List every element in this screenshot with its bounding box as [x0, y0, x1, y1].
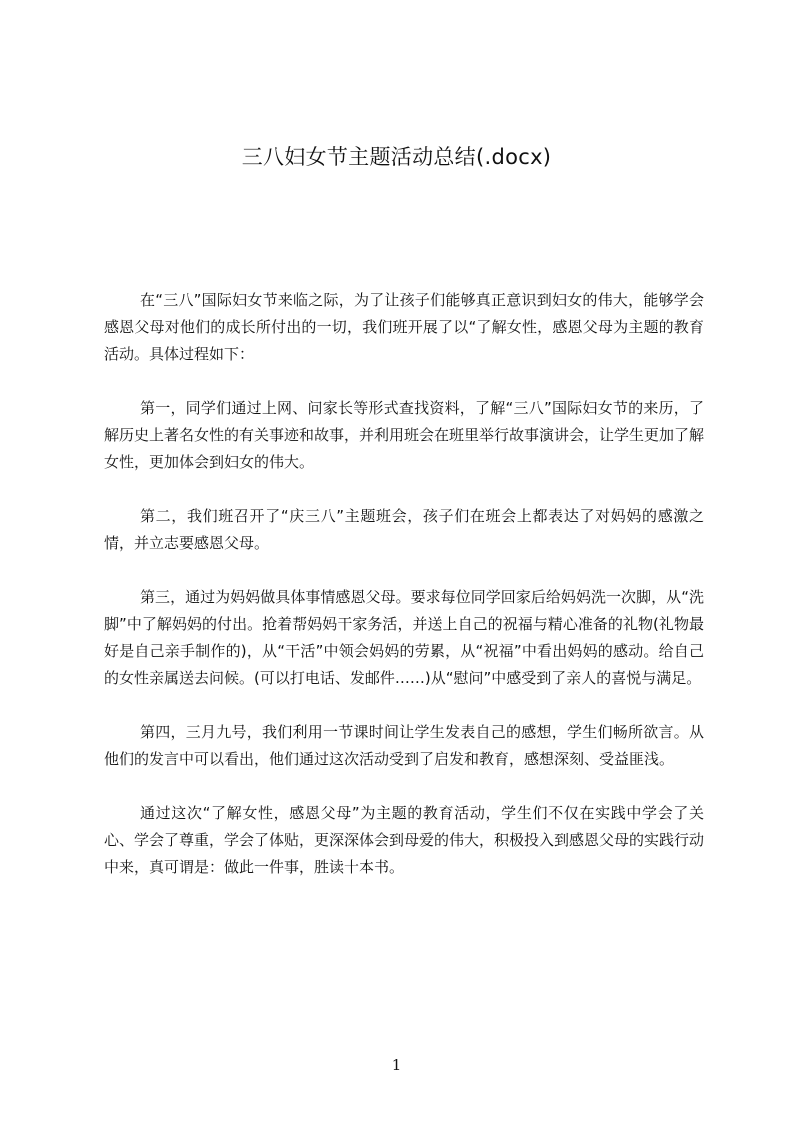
paragraph-fourth: 第四，三月九号，我们利用一节课时间让学生发表自己的感想，学生们畅所欲言。从他们的发言中可以看出，他们通过这次活动受到了启发和教育，感想深刻、受益匪浅。	[104, 723, 704, 768]
paragraph-intro: 在“三八”国际妇女节来临之际，为了让孩子们能够真正意识到妇女的伟大，能够学会感恩父母对他们的成长所付出的一切，我们班开展了以“了解女性，感恩父母为主题的教育活动。具体过程如下：	[104, 291, 704, 363]
paragraph-conclusion: 通过这次“了解女性，感恩父母”为主题的教育活动，学生们不仅在实践中学会了关心、学会了尊重，学会了体贴，更深深体会到母爱的伟大，积极投入到感恩父母的实践行动中来，真可谓是：做此一件事，胜读十本书。	[104, 804, 705, 876]
paragraph-third: 第三，通过为妈妈做具体事情感恩父母。要求每位同学回家后给妈妈洗一次脚，从“洗脚”中了解妈妈的付出。抢着帮妈妈干家务活，并送上自己的祝福与精心准备的礼物(礼物最好是自己亲手制作的)，从“干活”中领会妈妈的劳累，从“祝福”中看出妈妈的感动。给自己的女性亲属送去问候。(可以打电话、发邮件……)从“慰问”中感受到了亲人的喜悦与满足。	[104, 588, 704, 687]
document-body	[104, 287, 704, 908]
document-title: 三八妇女节主题活动总结(.docx)	[241, 145, 552, 169]
page-number: 1	[391, 1056, 402, 1074]
paragraph-first: 第一，同学们通过上网、问家长等形式查找资料，了解“三八”国际妇女节的来历，了解历史上著名女性的有关事迹和故事，并利用班会在班里举行故事演讲会，让学生更加了解女性，更加体会到妇女的伟大。	[104, 399, 705, 471]
paragraph-second: 第二，我们班召开了“庆三八”主题班会，孩子们在班会上都表达了对妈妈的感激之情，并立志要感恩父母。	[104, 507, 704, 552]
